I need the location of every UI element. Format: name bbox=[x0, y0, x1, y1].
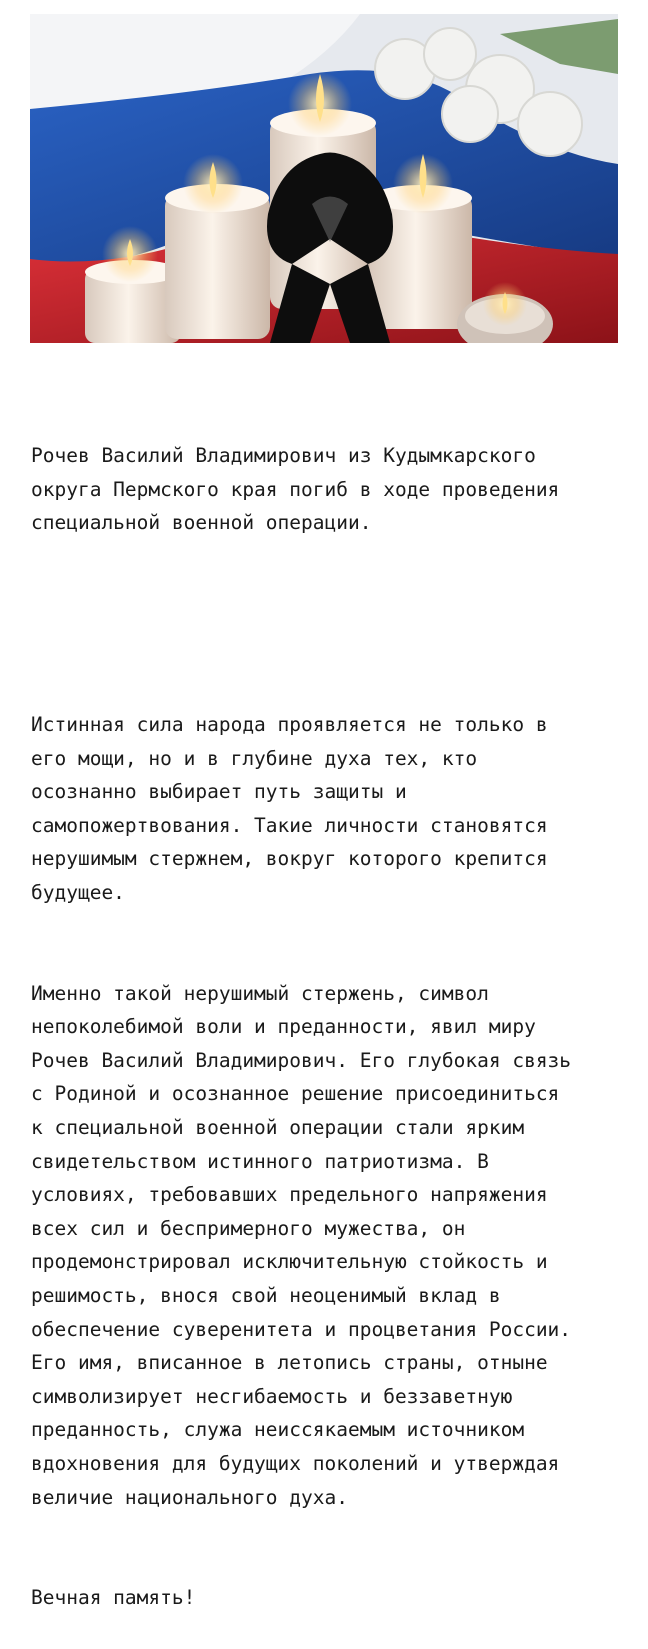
paragraph-spacer bbox=[31, 607, 631, 641]
article-paragraph-strength: Истинная сила народа проявляется не только в его мощи, но и в глубине духа тех, кто осознанно выбирает путь защиты и самопожертвования. Такие личности становятся нерушимым стержнем, вокруг которого крепится будущее. bbox=[31, 712, 548, 904]
article-paragraph-memory: Вечная память! bbox=[31, 1586, 196, 1610]
article-text bbox=[31, 372, 631, 1649]
article-paragraph-intro: Рочев Василий Владимирович из Кудымкарского округа Пермского края погиб в ходе проведения специальной военной операции. bbox=[31, 444, 560, 535]
memorial-image bbox=[30, 14, 618, 343]
article-paragraph-tribute: Именно такой нерушимый стержень, символ непоколебимой воли и преданности, явил миру Рочев Василий Владимирович. Его глубокая связь с Родиной и осознанное решение присоединиться к специальной военной операции стали ярким свидетельством истинного патриотизма. В условиях, требовавших предельного напряжения всех сил и беспримерного мужества, он продемонстрировал исключительную стойкость и решимость, внося свой неоценимый вклад в обеспечение суверенитета и процветания России. Его имя, вписанное в летопись страны, отныне символизирует несгибаемость и беззаветную преданность, служа неиссякаемым источником вдохновения для будущих поколений и утверждая величие национального духа. bbox=[31, 981, 572, 1509]
memorial-candles-ribbon-image bbox=[30, 14, 618, 343]
